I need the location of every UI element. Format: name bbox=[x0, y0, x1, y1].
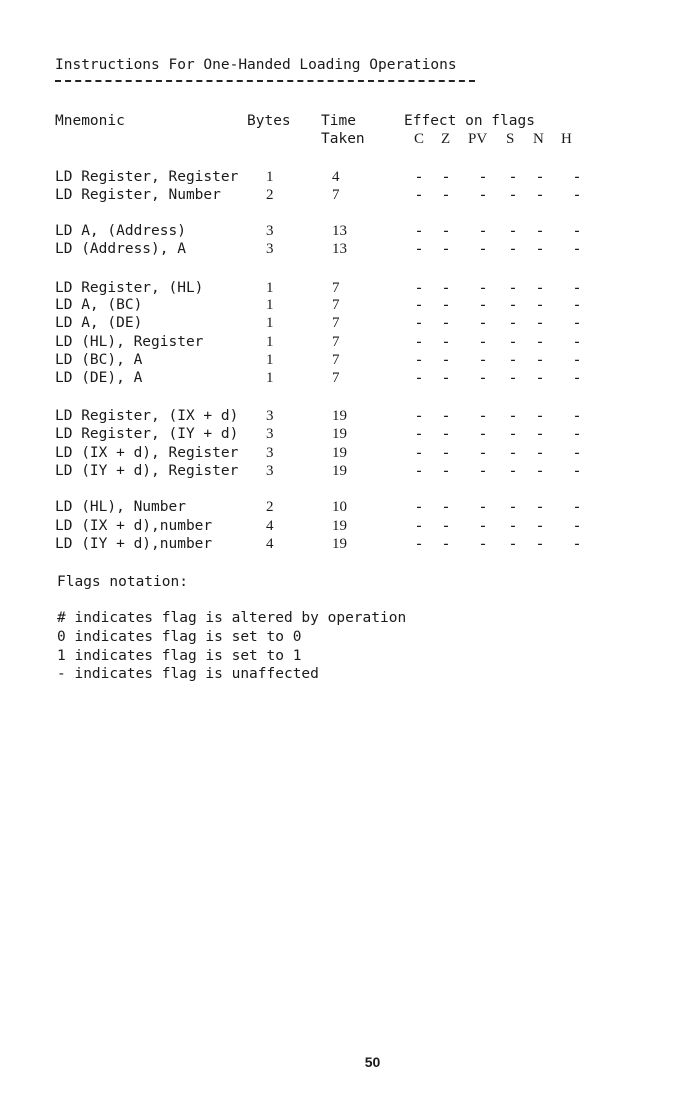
table-row bbox=[0, 427, 700, 445]
flag-cell-pv: - bbox=[480, 334, 486, 350]
mnemonic-cell: LD (DE), A bbox=[55, 370, 143, 386]
bytes-cell: 2 bbox=[266, 499, 274, 515]
flag-cell-h: - bbox=[574, 518, 580, 534]
bytes-cell: 3 bbox=[266, 463, 274, 479]
flag-cell-n: - bbox=[537, 463, 543, 479]
flag-cell-z: - bbox=[443, 463, 449, 479]
flag-cell-n: - bbox=[537, 315, 543, 331]
table-row bbox=[0, 353, 700, 371]
mnemonic-cell: LD (IX + d),number bbox=[55, 518, 213, 534]
mnemonic-cell: LD Register, (IX + d) bbox=[55, 408, 239, 424]
mnemonic-cell: LD Register, Number bbox=[55, 187, 221, 203]
flag-cell-n: - bbox=[537, 352, 543, 368]
bytes-cell: 1 bbox=[266, 370, 274, 386]
flag-cell-n: - bbox=[537, 334, 543, 350]
bytes-cell: 2 bbox=[266, 187, 274, 203]
flag-cell-z: - bbox=[443, 280, 449, 296]
flag-header-c: C bbox=[414, 131, 425, 147]
mnemonic-cell: LD (Address), A bbox=[55, 241, 186, 257]
page-title: Instructions For One-Handed Loading Operations bbox=[55, 57, 457, 73]
flag-cell-pv: - bbox=[480, 352, 486, 368]
time-cell: 7 bbox=[332, 370, 340, 386]
header-time-line2: Taken bbox=[321, 131, 365, 147]
flag-cell-s: - bbox=[510, 463, 516, 479]
flag-cell-z: - bbox=[443, 297, 449, 313]
table-row bbox=[0, 537, 700, 555]
table-row bbox=[0, 335, 700, 353]
time-cell: 7 bbox=[332, 297, 340, 313]
flag-header-s: S bbox=[506, 131, 515, 147]
flag-cell-c: - bbox=[416, 518, 422, 534]
flag-cell-h: - bbox=[574, 426, 580, 442]
flag-cell-pv: - bbox=[480, 187, 486, 203]
bytes-cell: 4 bbox=[266, 518, 274, 534]
bytes-cell: 1 bbox=[266, 352, 274, 368]
table-row bbox=[0, 188, 700, 206]
page-number: 50 bbox=[364, 1054, 381, 1070]
table-row bbox=[0, 170, 700, 188]
flag-cell-s: - bbox=[510, 187, 516, 203]
flag-cell-h: - bbox=[574, 241, 580, 257]
flag-cell-h: - bbox=[574, 315, 580, 331]
flag-cell-c: - bbox=[416, 223, 422, 239]
time-cell: 7 bbox=[332, 352, 340, 368]
flag-cell-pv: - bbox=[480, 315, 486, 331]
flag-cell-s: - bbox=[510, 297, 516, 313]
time-cell: 4 bbox=[332, 169, 340, 185]
time-cell: 19 bbox=[332, 536, 347, 552]
header-bytes: Bytes bbox=[247, 113, 291, 129]
mnemonic-cell: LD A, (Address) bbox=[55, 223, 186, 239]
flags-notation-heading: Flags notation: bbox=[57, 574, 188, 590]
table-row bbox=[0, 316, 700, 334]
notation-line: 0 indicates flag is set to 0 bbox=[57, 629, 302, 645]
flag-cell-pv: - bbox=[480, 408, 486, 424]
flag-cell-n: - bbox=[537, 536, 543, 552]
mnemonic-cell: LD (BC), A bbox=[55, 352, 143, 368]
flag-cell-pv: - bbox=[480, 169, 486, 185]
flag-cell-z: - bbox=[443, 223, 449, 239]
flag-cell-c: - bbox=[416, 463, 422, 479]
bytes-cell: 1 bbox=[266, 315, 274, 331]
mnemonic-cell: LD (IY + d),number bbox=[55, 536, 213, 552]
flag-cell-s: - bbox=[510, 315, 516, 331]
flag-cell-h: - bbox=[574, 169, 580, 185]
time-cell: 7 bbox=[332, 315, 340, 331]
time-cell: 19 bbox=[332, 426, 347, 442]
flag-cell-s: - bbox=[510, 426, 516, 442]
bytes-cell: 3 bbox=[266, 426, 274, 442]
flag-cell-h: - bbox=[574, 408, 580, 424]
header-mnemonic: Mnemonic bbox=[55, 113, 125, 129]
flag-cell-c: - bbox=[416, 297, 422, 313]
flag-cell-n: - bbox=[537, 297, 543, 313]
flag-header-h: H bbox=[561, 131, 572, 147]
mnemonic-cell: LD (HL), Number bbox=[55, 499, 186, 515]
flag-cell-z: - bbox=[443, 426, 449, 442]
flag-cell-s: - bbox=[510, 518, 516, 534]
flag-cell-s: - bbox=[510, 352, 516, 368]
flag-cell-pv: - bbox=[480, 426, 486, 442]
header-time-line1: Time bbox=[321, 113, 356, 129]
flag-cell-c: - bbox=[416, 408, 422, 424]
flag-cell-z: - bbox=[443, 445, 449, 461]
flag-cell-n: - bbox=[537, 370, 543, 386]
flag-cell-n: - bbox=[537, 223, 543, 239]
bytes-cell: 1 bbox=[266, 334, 274, 350]
flag-cell-h: - bbox=[574, 463, 580, 479]
header-effect-on-flags: Effect on flags bbox=[404, 113, 535, 129]
notation-line: - indicates flag is unaffected bbox=[57, 666, 319, 682]
flag-cell-h: - bbox=[574, 187, 580, 203]
flag-cell-n: - bbox=[537, 408, 543, 424]
bytes-cell: 1 bbox=[266, 169, 274, 185]
flag-cell-z: - bbox=[443, 315, 449, 331]
flag-cell-c: - bbox=[416, 187, 422, 203]
flag-cell-h: - bbox=[574, 370, 580, 386]
table-row bbox=[0, 298, 700, 316]
flag-cell-pv: - bbox=[480, 297, 486, 313]
mnemonic-cell: LD Register, Register bbox=[55, 169, 239, 185]
flag-cell-n: - bbox=[537, 499, 543, 515]
flag-cell-n: - bbox=[537, 169, 543, 185]
flag-cell-h: - bbox=[574, 499, 580, 515]
flag-cell-c: - bbox=[416, 352, 422, 368]
flag-cell-pv: - bbox=[480, 445, 486, 461]
table-row bbox=[0, 519, 700, 537]
flag-cell-n: - bbox=[537, 518, 543, 534]
flag-header-pv: PV bbox=[468, 131, 488, 147]
flag-cell-n: - bbox=[537, 426, 543, 442]
bytes-cell: 3 bbox=[266, 241, 274, 257]
table-row bbox=[0, 242, 700, 260]
flag-cell-c: - bbox=[416, 445, 422, 461]
flag-cell-pv: - bbox=[480, 241, 486, 257]
flag-cell-z: - bbox=[443, 370, 449, 386]
flag-cell-h: - bbox=[574, 334, 580, 350]
notation-line: # indicates flag is altered by operation bbox=[57, 610, 407, 626]
flag-cell-pv: - bbox=[480, 223, 486, 239]
bytes-cell: 1 bbox=[266, 280, 274, 296]
flag-cell-n: - bbox=[537, 445, 543, 461]
time-cell: 7 bbox=[332, 280, 340, 296]
flag-cell-pv: - bbox=[480, 463, 486, 479]
flag-cell-n: - bbox=[537, 241, 543, 257]
flag-cell-pv: - bbox=[480, 280, 486, 296]
time-cell: 19 bbox=[332, 518, 347, 534]
table-row bbox=[0, 500, 700, 518]
table-row bbox=[0, 224, 700, 242]
flag-cell-pv: - bbox=[480, 499, 486, 515]
flag-cell-s: - bbox=[510, 445, 516, 461]
time-cell: 19 bbox=[332, 463, 347, 479]
time-cell: 10 bbox=[332, 499, 347, 515]
flag-cell-c: - bbox=[416, 280, 422, 296]
flag-cell-z: - bbox=[443, 518, 449, 534]
flag-cell-n: - bbox=[537, 280, 543, 296]
flag-cell-h: - bbox=[574, 536, 580, 552]
flag-cell-c: - bbox=[416, 370, 422, 386]
flag-cell-s: - bbox=[510, 169, 516, 185]
flag-cell-c: - bbox=[416, 169, 422, 185]
flag-cell-h: - bbox=[574, 280, 580, 296]
flag-cell-pv: - bbox=[480, 536, 486, 552]
flag-cell-z: - bbox=[443, 408, 449, 424]
flag-cell-pv: - bbox=[480, 518, 486, 534]
flag-header-n: N bbox=[533, 131, 544, 147]
flag-cell-s: - bbox=[510, 536, 516, 552]
flag-cell-h: - bbox=[574, 445, 580, 461]
flag-cell-z: - bbox=[443, 241, 449, 257]
bytes-cell: 3 bbox=[266, 408, 274, 424]
flag-cell-z: - bbox=[443, 536, 449, 552]
flag-cell-s: - bbox=[510, 241, 516, 257]
flag-cell-c: - bbox=[416, 499, 422, 515]
flag-cell-h: - bbox=[574, 223, 580, 239]
time-cell: 7 bbox=[332, 187, 340, 203]
bytes-cell: 1 bbox=[266, 297, 274, 313]
flag-cell-s: - bbox=[510, 334, 516, 350]
flag-cell-s: - bbox=[510, 280, 516, 296]
mnemonic-cell: LD A, (BC) bbox=[55, 297, 143, 313]
flag-cell-h: - bbox=[574, 352, 580, 368]
table-row bbox=[0, 409, 700, 427]
time-cell: 7 bbox=[332, 334, 340, 350]
mnemonic-cell: LD A, (DE) bbox=[55, 315, 143, 331]
table-row bbox=[0, 371, 700, 389]
bytes-cell: 3 bbox=[266, 445, 274, 461]
flag-cell-s: - bbox=[510, 499, 516, 515]
flag-cell-z: - bbox=[443, 187, 449, 203]
flag-cell-c: - bbox=[416, 536, 422, 552]
time-cell: 13 bbox=[332, 241, 347, 257]
flag-cell-s: - bbox=[510, 223, 516, 239]
flag-cell-s: - bbox=[510, 370, 516, 386]
flag-cell-n: - bbox=[537, 187, 543, 203]
flag-cell-s: - bbox=[510, 408, 516, 424]
mnemonic-cell: LD (IY + d), Register bbox=[55, 463, 239, 479]
table-row bbox=[0, 446, 700, 464]
flag-cell-c: - bbox=[416, 426, 422, 442]
flag-cell-c: - bbox=[416, 315, 422, 331]
mnemonic-cell: LD Register, (IY + d) bbox=[55, 426, 239, 442]
flag-cell-z: - bbox=[443, 334, 449, 350]
bytes-cell: 4 bbox=[266, 536, 274, 552]
title-underline bbox=[55, 80, 475, 82]
mnemonic-cell: LD (IX + d), Register bbox=[55, 445, 239, 461]
table-row bbox=[0, 464, 700, 482]
flag-header-z: Z bbox=[441, 131, 451, 147]
time-cell: 19 bbox=[332, 408, 347, 424]
time-cell: 13 bbox=[332, 223, 347, 239]
flag-cell-z: - bbox=[443, 499, 449, 515]
flag-cell-pv: - bbox=[480, 370, 486, 386]
mnemonic-cell: LD Register, (HL) bbox=[55, 280, 204, 296]
flag-cell-c: - bbox=[416, 334, 422, 350]
notation-line: 1 indicates flag is set to 1 bbox=[57, 648, 302, 664]
flag-cell-c: - bbox=[416, 241, 422, 257]
flag-cell-z: - bbox=[443, 352, 449, 368]
flag-cell-z: - bbox=[443, 169, 449, 185]
bytes-cell: 3 bbox=[266, 223, 274, 239]
time-cell: 19 bbox=[332, 445, 347, 461]
flag-cell-h: - bbox=[574, 297, 580, 313]
mnemonic-cell: LD (HL), Register bbox=[55, 334, 204, 350]
